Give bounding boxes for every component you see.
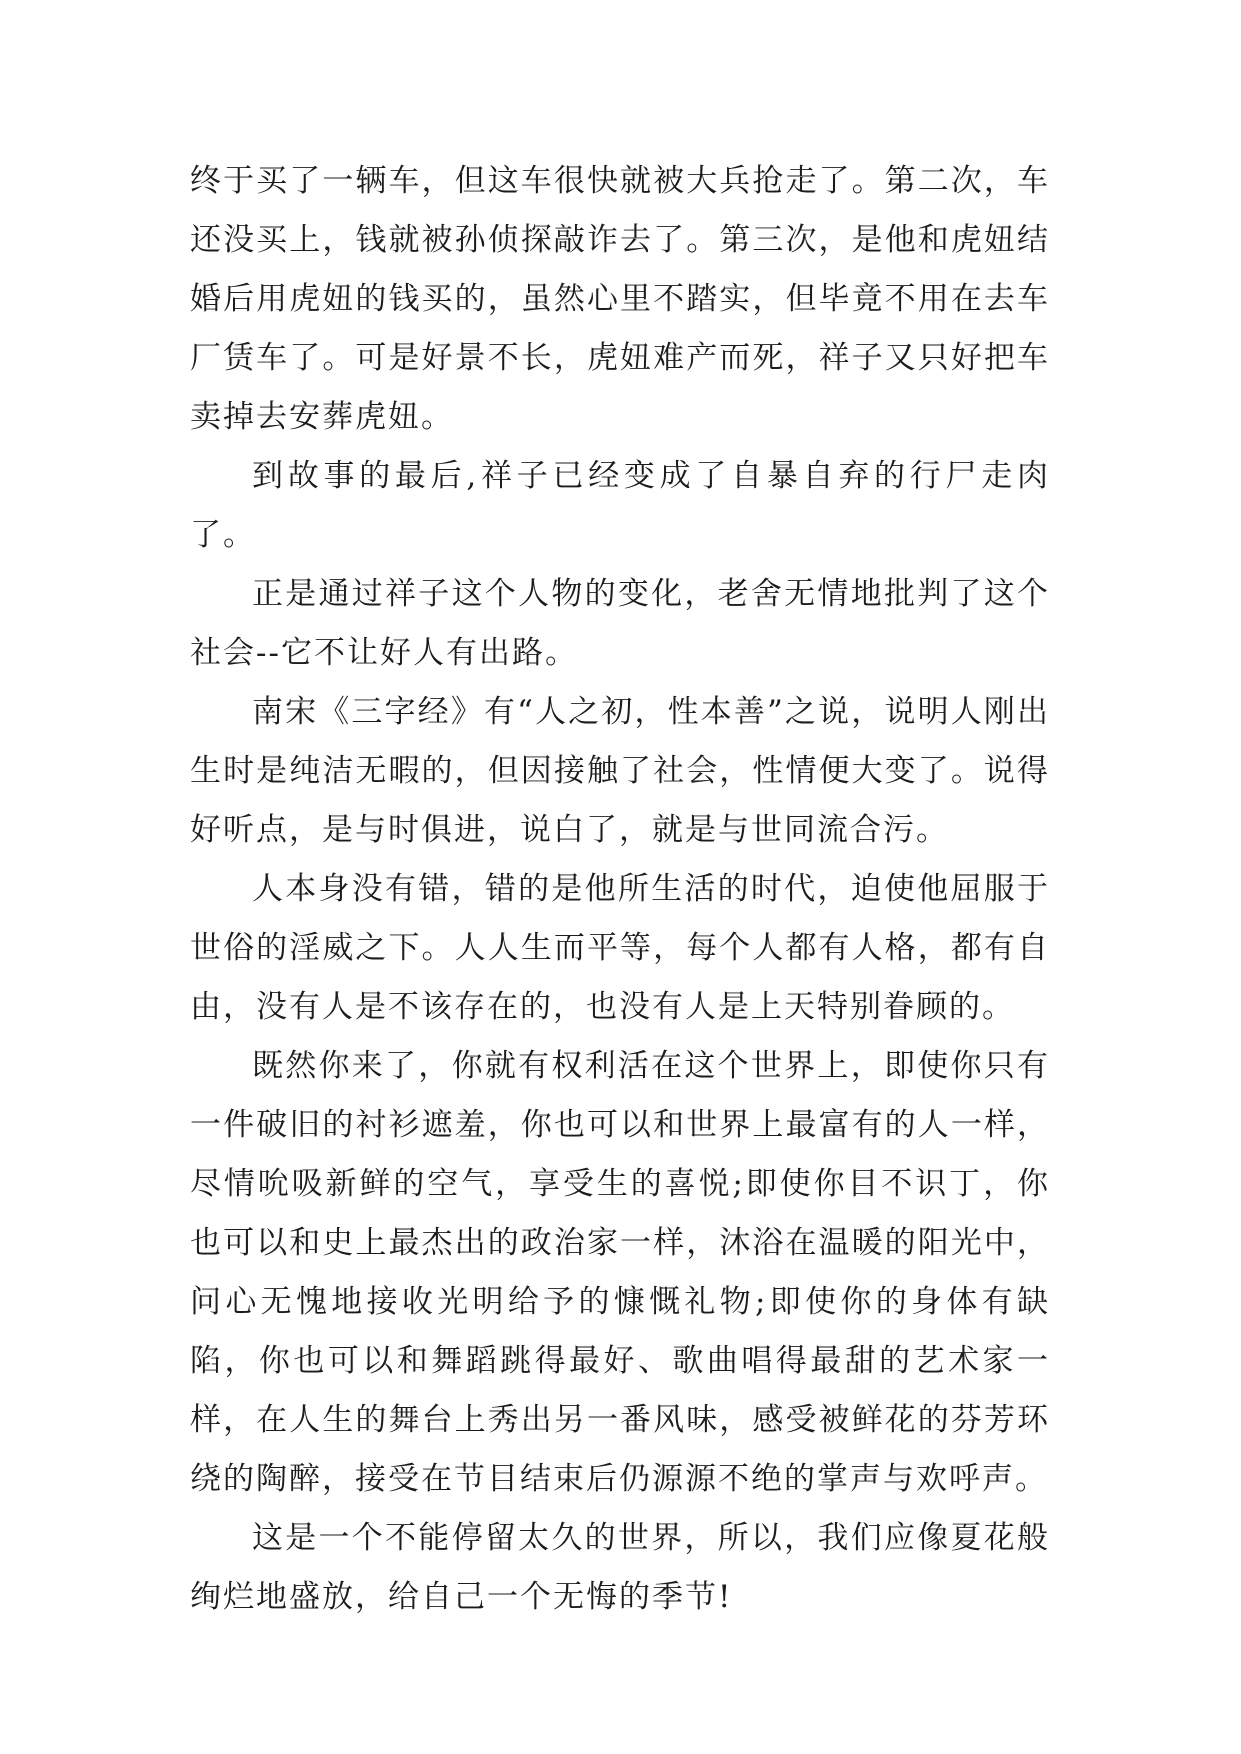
paragraph-3: 正是通过祥子这个人物的变化，老舍无情地批判了这个社会--它不让好人有出路。 (190, 576, 1050, 671)
paragraph-5: 人本身没有错，错的是他所生活的时代，迫使他屈服于世俗的淫威之下。人人生而平等，每个人都有人格，都有自由，没有人是不该存在的，也没有人是上天特别眷顾的。 (190, 871, 1050, 1025)
paragraph-2: 到故事的最后,祥子已经变成了自暴自弃的行尸走肉了。 (190, 458, 1050, 553)
paragraph-6: 既然你来了，你就有权利活在这个世界上，即使你只有一件破旧的衬衫遮羞，你也可以和世界上最富有的人一样，尽情吮吸新鲜的空气，享受生的喜悦;即使你目不识丁，你也可以和史上最杰出的政治家一样，沐浴在温暖的阳光中，问心无愧地接收光明给予的慷慨礼物;即使你的身体有缺陷，你也可以和舞蹈跳得最好、歌曲唱得最甜的艺术家一样，在人生的舞台上秀出另一番风味，感受被鲜花的芬芳环绕的陶醉，接受在节目结束后仍源源不绝的掌声与欢呼声。 (190, 1048, 1050, 1497)
paragraph-4: 南宋《三字经》有“人之初，性本善”之说，说明人刚出生时是纯洁无暇的，但因接触了社会，性情便大变了。说得好听点，是与时俱进，说白了，就是与世同流合污。 (190, 694, 1050, 848)
paragraph-1: 终于买了一辆车，但这车很快就被大兵抢走了。第二次，车还没买上，钱就被孙侦探敲诈去了。第三次，是他和虎妞结婚后用虎妞的钱买的，虽然心里不踏实，但毕竟不用在去车厂赁车了。可是好景不长，虎妞难产而死，祥子又只好把车卖掉去安葬虎妞。 (190, 163, 1050, 435)
paragraph-7: 这是一个不能停留太久的世界，所以，我们应像夏花般绚烂地盛放，给自己一个无悔的季节! (190, 1520, 1050, 1615)
document-body (190, 152, 1050, 1627)
